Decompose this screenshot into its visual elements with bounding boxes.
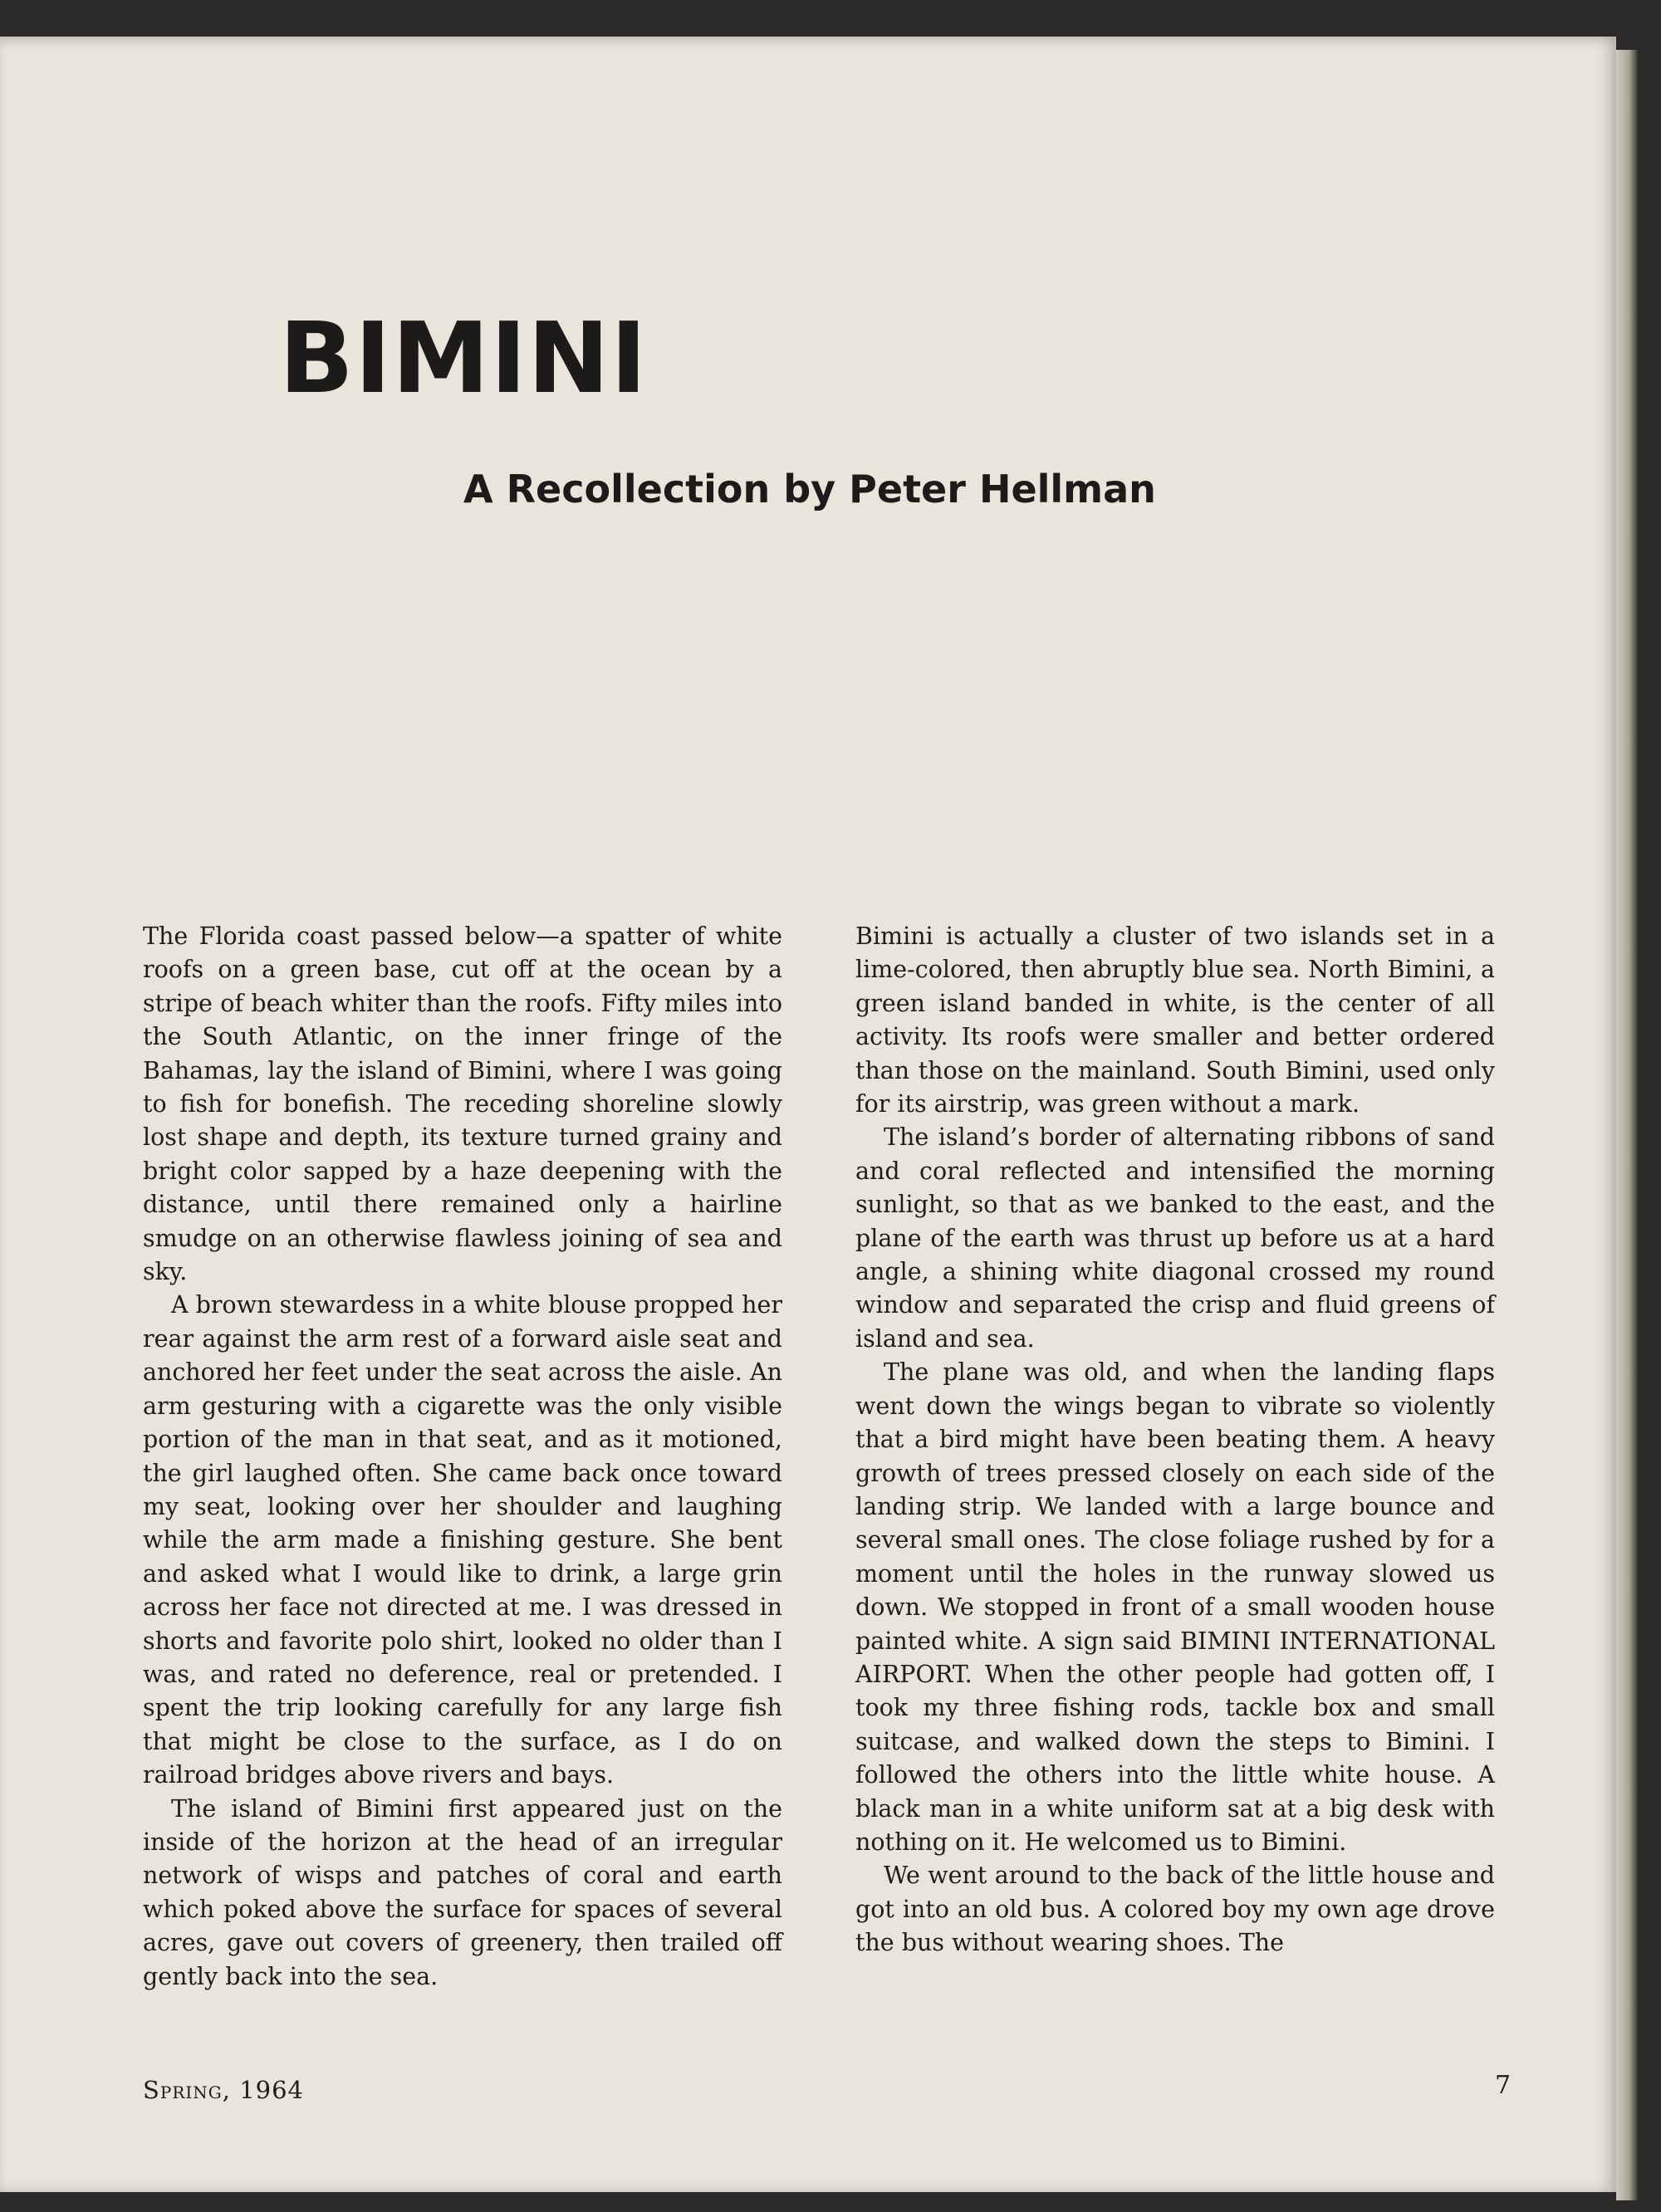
paragraph: The island’s border of alternating ribbons of sand and coral reflected and intensified the morning sunlight, so that as we banked to the east, and the plane of the earth was thrust up before us at a hard angle, a shining white diagonal crossed my round window and separated the crisp and fluid greens of island and sea. [855, 1123, 1495, 1353]
paragraph: We went around to the back of the little house and got into an old bus. A colored boy my own age drove the bus without wearing shoes. The [855, 1862, 1495, 1957]
paragraph: Bimini is actually a cluster of two islands set in a lime-colored, then abruptly blue sea. North Bimini, a green island banded in white, is the center of all activity. Its roofs were smaller and better ordered than those on the mainland. South Bimini, used only for its airstrip, was green without a mark. [855, 922, 1495, 1118]
left-column [143, 920, 782, 1994]
paragraph: The Florida coast passed below—a spatter of white roofs on a green base, cut off at the ocean by a stripe of beach whiter than the roofs. Fifty miles into the South Atlantic, on the inner fringe of the Bahamas, lay the island of Bimini, where I was going to fish for bonefish. The receding shoreline slowly lost shape and depth, its texture turned grainy and bright color sapped by a haze deepening with the distance, until there remained only a hairline smudge on an otherwise flawless joining of sea and sky. [143, 922, 782, 1286]
page-number: 7 [1495, 2071, 1512, 2100]
issue-date: Spring, 1964 [143, 2076, 304, 2104]
paragraph: A brown stewardess in a white blouse propped her rear against the arm rest of a forward aisle seat and anchored her feet under the seat across the aisle. An arm gesturing with a cigarette was the only visible portion of the man in that seat, and as it motioned, the girl laughed often. She came back once toward my seat, looking over her shoulder and laughing while the arm made a finishing gesture. She bent and asked what I would like to drink, a large grin across her face not directed at me. I was dressed in shorts and favorite polo shirt, looked no older than I was, and rated no deference, real or pretended. I spent the trip looking carefully for any large fish that might be close to the surface, as I do on railroad bridges above rivers and bays. [143, 1291, 782, 1789]
right-column [855, 920, 1495, 1960]
magazine-page [0, 37, 1616, 2192]
paragraph: The island of Bimini first appeared just on the inside of the horizon at the head of an irregular network of wisps and patches of coral and earth which poked above the surface for spaces of several acres, gave out covers of greenery, then trailed off gently back into the sea. [143, 1794, 782, 1990]
page-edge [1616, 50, 1638, 2200]
paragraph: The plane was old, and when the landing flaps went down the wings began to vibrate so violently that a bird might have been beating them. A heavy growth of trees pressed closely on each side of the landing strip. We landed with a large bounce and several small ones. The close foliage rushed by for a moment until the holes in the runway slowed us down. We stopped in front of a small wooden house painted white. A sign said BIMINI INTERNATIONAL AIRPORT. When the other people had gotten off, I took my three fishing rods, tackle box and small suitcase, and walked down the steps to Bimini. I followed the others into the little white house. A black man in a white uniform sat at a big desk with nothing on it. He welcomed us to Bimini. [855, 1358, 1495, 1856]
article-title: BIMINI [279, 301, 648, 415]
article-byline: A Recollection by Peter Hellman [463, 467, 1156, 511]
